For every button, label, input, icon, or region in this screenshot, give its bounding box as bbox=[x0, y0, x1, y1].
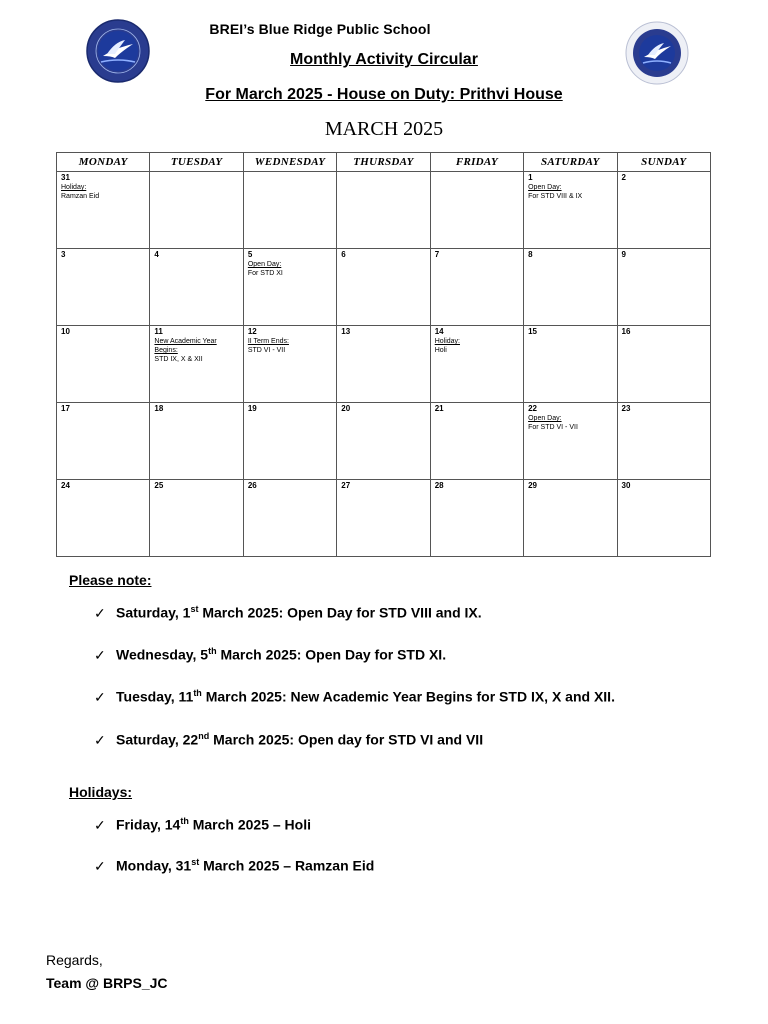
calendar-day-cell bbox=[337, 326, 430, 403]
calendar-day-cell bbox=[57, 403, 150, 480]
calendar-day-cell bbox=[57, 249, 150, 326]
day-number: 24 bbox=[61, 481, 70, 490]
event-title: Open Day: bbox=[528, 184, 562, 191]
calendar-day-cell bbox=[57, 172, 150, 249]
calendar-day-cell bbox=[524, 172, 617, 249]
weekday-header: FRIDAY bbox=[430, 153, 523, 172]
day-number: 14 bbox=[434, 327, 444, 336]
calendar-day-cell bbox=[243, 172, 336, 249]
circular-title: Monthly Activity Circular bbox=[290, 51, 478, 68]
event-description: Ramzan Eid bbox=[61, 193, 100, 200]
event-title: Holiday: bbox=[61, 184, 87, 191]
month-title: MARCH 2025 bbox=[324, 118, 444, 140]
holiday-item: ✓ Monday, 31st March 2025 – Ramzan Eid bbox=[94, 857, 375, 874]
calendar-day-cell bbox=[337, 249, 430, 326]
event-title: Open Day: bbox=[528, 415, 562, 422]
calendar-day-cell bbox=[430, 326, 523, 403]
holiday-item: ✓ Friday, 14th March 2025 – Holi bbox=[94, 816, 311, 833]
day-number: 7 bbox=[434, 250, 440, 259]
calendar-day-cell bbox=[617, 249, 710, 326]
day-number: 18 bbox=[154, 404, 164, 413]
calendar-day-cell bbox=[430, 403, 523, 480]
calendar-day-cell bbox=[243, 249, 336, 326]
calendar-day-cell bbox=[524, 480, 617, 557]
day-number: 16 bbox=[621, 327, 631, 336]
check-icon: ✓ bbox=[94, 731, 106, 748]
day-number: 12 bbox=[247, 327, 257, 336]
day-number: 15 bbox=[528, 327, 538, 336]
event-description: For STD VI - VII bbox=[528, 424, 578, 431]
calendar-week-row bbox=[57, 403, 711, 480]
calendar-day-cell bbox=[150, 480, 243, 557]
school-name: BREI’s Blue Ridge Public School bbox=[209, 21, 431, 37]
day-number: 20 bbox=[341, 404, 351, 413]
day-number: 21 bbox=[434, 404, 444, 413]
day-number: 8 bbox=[528, 250, 533, 259]
day-number: 27 bbox=[341, 481, 351, 490]
day-number: 4 bbox=[154, 250, 159, 259]
weekday-header: SUNDAY bbox=[617, 153, 710, 172]
event-description: Holi bbox=[434, 347, 447, 354]
weekday-header-row bbox=[57, 153, 711, 172]
calendar-day-cell bbox=[243, 326, 336, 403]
day-number: 28 bbox=[434, 481, 444, 490]
event-title: Open Day: bbox=[247, 261, 282, 268]
day-number: 5 bbox=[247, 250, 253, 259]
calendar-day-cell bbox=[524, 403, 617, 480]
calendar-day-cell bbox=[150, 249, 243, 326]
check-icon: ✓ bbox=[94, 646, 106, 663]
calendar-day-cell bbox=[150, 403, 243, 480]
check-icon: ✓ bbox=[94, 816, 106, 833]
day-number: 2 bbox=[621, 173, 626, 182]
event-title: Holiday: bbox=[434, 338, 460, 345]
weekday-header: TUESDAY bbox=[150, 153, 243, 172]
event-description: For STD XI bbox=[247, 270, 283, 277]
calendar-day-cell bbox=[617, 403, 710, 480]
event-description: For STD VIII & IX bbox=[528, 193, 583, 200]
check-icon: ✓ bbox=[94, 604, 106, 621]
day-number: 17 bbox=[61, 404, 70, 413]
day-number: 19 bbox=[247, 404, 257, 413]
regards-text: Regards, bbox=[46, 952, 103, 968]
day-number: 25 bbox=[154, 481, 164, 490]
calendar-day-cell bbox=[337, 172, 430, 249]
day-number: 11 bbox=[154, 327, 163, 336]
calendar-day-cell bbox=[430, 249, 523, 326]
calendar-week-row bbox=[57, 172, 711, 249]
weekday-header: MONDAY bbox=[57, 153, 150, 172]
team-signature: Team @ BRPS_JC bbox=[46, 975, 168, 991]
note-item: ✓ Saturday, 22nd March 2025: Open day for STD VI and VII bbox=[94, 731, 484, 748]
day-number: 3 bbox=[61, 250, 66, 259]
weekday-header: THURSDAY bbox=[337, 153, 430, 172]
note-item: ✓ Tuesday, 11th March 2025: New Academic Year Begins for STD IX, X and XII. bbox=[94, 688, 615, 705]
event-title: II Term Ends: bbox=[247, 338, 289, 345]
calendar-day-cell bbox=[243, 480, 336, 557]
calendar-day-cell bbox=[524, 326, 617, 403]
day-number: 13 bbox=[341, 327, 351, 336]
calendar-day-cell bbox=[57, 326, 150, 403]
holidays-heading: Holidays: bbox=[69, 784, 133, 800]
calendar-day-cell bbox=[430, 480, 523, 557]
calendar-table bbox=[56, 152, 711, 557]
calendar-day-cell bbox=[337, 403, 430, 480]
day-number: 26 bbox=[247, 481, 257, 490]
notes-heading: Please note: bbox=[69, 572, 152, 588]
day-number: 9 bbox=[621, 250, 626, 259]
event-title: New Academic Year Begins: bbox=[154, 338, 217, 354]
calendar-week-row bbox=[57, 326, 711, 403]
calendar-day-cell bbox=[337, 480, 430, 557]
day-number: 23 bbox=[621, 404, 631, 413]
day-number: 6 bbox=[341, 250, 346, 259]
calendar-day-cell bbox=[524, 249, 617, 326]
event-description: STD IX, X & XII bbox=[154, 356, 203, 363]
note-item: ✓ Saturday, 1st March 2025: Open Day for STD VIII and IX. bbox=[94, 604, 482, 621]
calendar-day-cell bbox=[617, 480, 710, 557]
day-number: 22 bbox=[528, 404, 538, 413]
note-item: ✓ Wednesday, 5th March 2025: Open Day for STD XI. bbox=[94, 646, 447, 663]
calendar-day-cell bbox=[617, 172, 710, 249]
calendar-day-cell bbox=[57, 480, 150, 557]
circular-subtitle: For March 2025 - House on Duty: Prithvi House bbox=[205, 86, 563, 103]
check-icon: ✓ bbox=[94, 857, 106, 874]
calendar-day-cell bbox=[150, 172, 243, 249]
check-icon: ✓ bbox=[94, 688, 106, 705]
calendar-day-cell bbox=[150, 326, 243, 403]
weekday-header: SATURDAY bbox=[524, 153, 617, 172]
event-description: STD VI - VII bbox=[247, 347, 286, 354]
day-number: 29 bbox=[528, 481, 538, 490]
calendar-day-cell bbox=[243, 403, 336, 480]
day-number: 10 bbox=[61, 327, 70, 336]
day-number: 1 bbox=[528, 173, 533, 182]
calendar-week-row bbox=[57, 249, 711, 326]
weekday-header: WEDNESDAY bbox=[243, 153, 336, 172]
calendar-day-cell bbox=[617, 326, 710, 403]
day-number: 30 bbox=[621, 481, 631, 490]
day-number: 31 bbox=[61, 173, 70, 182]
calendar-week-row bbox=[57, 480, 711, 557]
calendar-day-cell bbox=[430, 172, 523, 249]
